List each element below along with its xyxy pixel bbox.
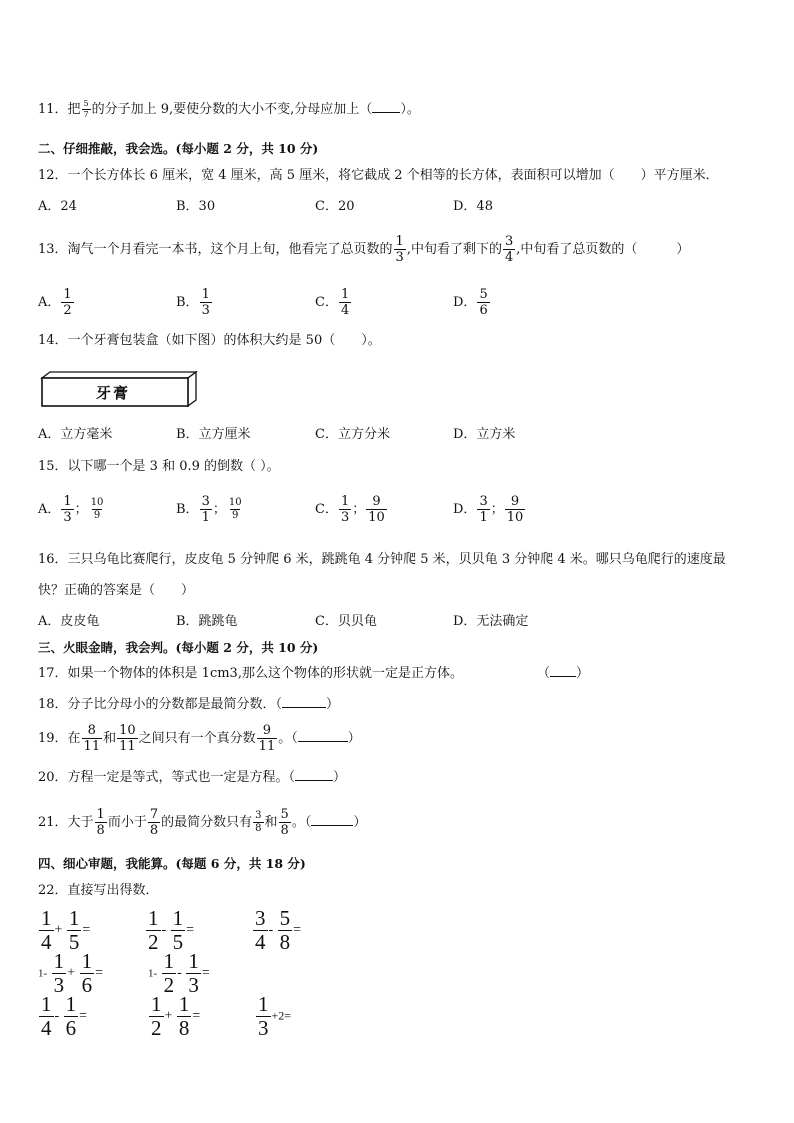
answer-blank[interactable] [282, 707, 326, 708]
question-20: 20．方程一定是等式，等式也一定是方程。（ ） [38, 770, 347, 785]
calc-expression: $\frac{1}{4}$ + $\frac{1}{5}$ = [41, 906, 91, 954]
q15-option-b[interactable]: B． $\frac{3}{1}$ ； $\frac{10}{9}$ [176, 494, 242, 525]
q16-option-d[interactable]: D．无法确定 [453, 614, 529, 629]
fraction: $\frac{1}{3}$ [395, 234, 404, 265]
q16-option-c[interactable]: C．贝贝龟 [315, 614, 377, 629]
fraction: $\frac{3}{4}$ [504, 234, 514, 265]
q13-option-a[interactable]: A． $\frac{1}{2}$ [38, 287, 72, 318]
q13-option-c[interactable]: C． $\frac{1}{4}$ [315, 287, 350, 318]
answer-blank[interactable] [298, 741, 348, 742]
q12-option-c[interactable]: C．20 [315, 199, 355, 214]
answer-blank[interactable] [295, 780, 333, 781]
question-14: 14．一个牙膏包装盒（如下图）的体积大约是 50（ ）。 [38, 333, 381, 348]
section-3-heading: 三、火眼金睛，我会判。(每小题 2 分，共 10 分) [38, 640, 319, 655]
q16-option-b[interactable]: B．跳跳龟 [176, 614, 238, 629]
calc-expression: $\frac{1}{3}$ +2= [258, 992, 292, 1040]
question-22: 22．直接写出得数． [38, 883, 159, 898]
q12-option-b[interactable]: B．30 [176, 199, 216, 214]
question-19: 19．在 $\frac{8}{11}$ 和 $\frac{10}{11}$ 之间只有一个真分数 $\frac{9}{11}$ 。（ ） [38, 723, 361, 754]
calc-expression: 1- $\frac{1}{2}$ - $\frac{1}{3}$ = [148, 949, 210, 997]
answer-blank[interactable] [311, 825, 353, 826]
question-21: 21．大于 $\frac{1}{8}$ 而小于 $\frac{7}{8}$ 的最简分数只有 $\frac{3}{8}$ 和 $\frac{5}{8}$ 。（ ） [38, 807, 367, 838]
calc-expression: $\frac{1}{4}$ - $\frac{1}{6}$ = [41, 992, 88, 1040]
calc-expression: $\frac{3}{4}$ - $\frac{5}{8}$ = [255, 906, 302, 954]
calc-expression: 1- $\frac{1}{3}$ + $\frac{1}{6}$ = [38, 949, 103, 997]
q14-option-a[interactable]: A．立方毫米 [38, 427, 113, 442]
question-16-line-1: 16．三只乌龟比赛爬行，皮皮龟 5 分钟爬 6 米，跳跳龟 4 分钟爬 5 米，贝贝龟 3 分钟爬 4 米。哪只乌龟爬行的速度最 [38, 552, 726, 567]
question-12: 12．一个长方体长 6 厘米，宽 4 厘米，高 5 厘米，将它截成 2 个相等的长方体，表面积可以增加（ ）平方厘米． [38, 168, 719, 183]
q15-option-d[interactable]: D． $\frac{3}{1}$ ； $\frac{9}{10}$ [453, 494, 524, 525]
question-15: 15．以下哪一个是 3 和 0.9 的倒数（ ）。 [38, 459, 280, 474]
q12-option-d[interactable]: D．48 [453, 199, 493, 214]
q13-option-d[interactable]: D． $\frac{5}{6}$ [453, 287, 488, 318]
q14-option-d[interactable]: D．立方米 [453, 427, 516, 442]
q13-option-b[interactable]: B． $\frac{1}{3}$ [176, 287, 210, 318]
calc-expression: $\frac{1}{2}$ + $\frac{1}{8}$ = [151, 992, 201, 1040]
answer-blank[interactable] [372, 112, 400, 113]
section-4-heading: 四、细心审题，我能算。(每题 6 分，共 18 分) [38, 856, 306, 871]
q14-option-b[interactable]: B．立方厘米 [176, 427, 251, 442]
question-13: 13．淘气一个月看完一本书，这个月上旬，他看完了总页数的 $\frac{1}{3}$ ,中旬看了剩下的 $\frac{3}{4}$ ,中旬看了总页数的（ ） [38, 234, 690, 265]
section-2-heading: 二、仔细推敲，我会选。(每小题 2 分，共 10 分) [38, 141, 319, 156]
question-18: 18．分子比分母小的分数都是最简分数．（ ） [38, 697, 340, 712]
toothpaste-box-figure [38, 370, 203, 414]
q15-option-c[interactable]: C． $\frac{1}{3}$ ； $\frac{9}{10}$ [315, 494, 385, 525]
q12-option-a[interactable]: A．24 [38, 199, 77, 214]
q16-option-a[interactable]: A．皮皮龟 [38, 614, 100, 629]
q17-answer[interactable]: （ ） [537, 666, 590, 681]
toothpaste-box-label: 牙膏 [96, 384, 131, 402]
question-17: 17．如果一个物体的体积是 1cm3,那么这个物体的形状就一定是正方体。 [38, 666, 463, 681]
calc-expression: $\frac{1}{2}$ - $\frac{1}{5}$ = [148, 906, 195, 954]
question-16-line-2: 快？正确的答案是（ ） [38, 583, 195, 598]
q14-option-c[interactable]: C．立方分米 [315, 427, 390, 442]
question-11: 11．把 $\frac{5}{7}$ 的分子加上 9,要使分数的大小不变,分母应加上（ ）。 [38, 99, 420, 119]
q15-option-a[interactable]: A． $\frac{1}{3}$ ； $\frac{10}{9}$ [38, 494, 104, 525]
fraction: $\frac{5}{7}$ [83, 99, 89, 119]
